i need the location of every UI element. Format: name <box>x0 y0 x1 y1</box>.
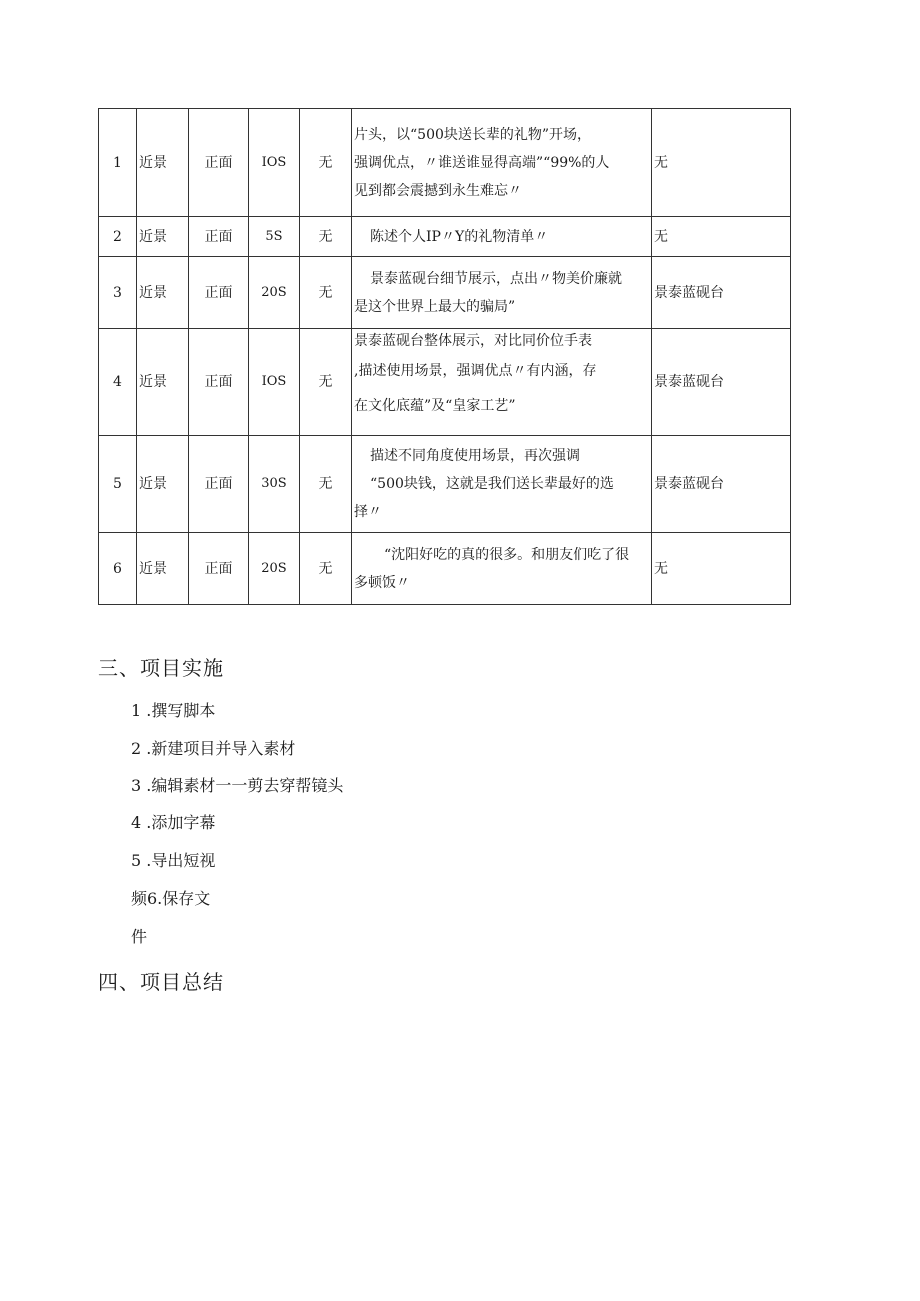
shot-content <box>352 109 652 217</box>
shot-number: 3 <box>99 257 137 329</box>
content-line: 片头，以“500块送长辈的礼物”开场， <box>354 126 592 143</box>
content-line: ,描述使用场景，强调优点〃有内涵，存 <box>354 363 597 379</box>
shot-scene: 近景 <box>137 109 189 217</box>
section-title-summary: 四、项目总结 <box>98 970 224 994</box>
content-line: “沈阳好吃的真的很多。和朋友们吃了很 <box>384 546 630 563</box>
content-line: 陈述个人IP〃Y的礼物清单〃 <box>370 228 549 245</box>
shot-script-table <box>98 108 791 605</box>
shot-duration: 20S <box>249 257 300 329</box>
shot-subtitle: 景泰蓝砚台 <box>652 329 791 436</box>
content-line: 择〃 <box>354 504 382 520</box>
table-row <box>99 217 791 257</box>
shot-content <box>352 533 652 605</box>
table-row <box>99 109 791 217</box>
content-line: “500块钱，这就是我们送长辈最好的选 <box>370 476 614 492</box>
shot-content <box>352 217 652 257</box>
content-line: 景泰蓝砚台整体展示，对比同价位手表 <box>354 333 592 349</box>
table-row <box>99 329 791 436</box>
content-line: 描述不同角度使用场景，再次强调 <box>370 448 580 464</box>
shot-angle: 正面 <box>189 109 249 217</box>
shot-scene: 近景 <box>137 329 189 436</box>
shot-duration: IOS <box>249 329 300 436</box>
shot-number: 5 <box>99 436 137 533</box>
shot-angle: 正面 <box>189 329 249 436</box>
shot-music: 无 <box>300 436 352 533</box>
shot-subtitle: 景泰蓝砚台 <box>652 436 791 533</box>
shot-duration: 30S <box>249 436 300 533</box>
step-item: 件 <box>131 927 148 946</box>
content-line: 是这个世界上最大的骗局” <box>354 298 516 315</box>
shot-scene: 近景 <box>137 217 189 257</box>
step-item: 频6.保存文 <box>131 889 211 908</box>
shot-content <box>352 329 652 436</box>
shot-subtitle: 无 <box>652 533 791 605</box>
shot-scene: 近景 <box>137 436 189 533</box>
shot-angle: 正面 <box>189 217 249 257</box>
shot-number: 4 <box>99 329 137 436</box>
shot-angle: 正面 <box>189 257 249 329</box>
section-title-implementation: 三、项目实施 <box>98 656 224 680</box>
step-item: 2 .新建项目并导入素材 <box>131 739 296 758</box>
shot-number: 1 <box>99 109 137 217</box>
shot-music: 无 <box>300 533 352 605</box>
shot-duration: 5S <box>249 217 300 257</box>
shot-duration: 20S <box>249 533 300 605</box>
content-line: 多顿饭〃 <box>354 574 410 591</box>
shot-number: 6 <box>99 533 137 605</box>
shot-number: 2 <box>99 217 137 257</box>
shot-angle: 正面 <box>189 436 249 533</box>
table-row <box>99 257 791 329</box>
shot-duration: IOS <box>249 109 300 217</box>
step-item: 1 .撰写脚本 <box>131 701 216 720</box>
content-line: 见到都会震撼到永生难忘〃 <box>354 182 522 199</box>
shot-scene: 近景 <box>137 533 189 605</box>
shot-music: 无 <box>300 257 352 329</box>
shot-music: 无 <box>300 329 352 436</box>
shot-music: 无 <box>300 217 352 257</box>
content-line: 景泰蓝砚台细节展示，点出〃物美价廉就 <box>370 270 622 287</box>
content-line: 在文化底蕴”及“皇家工艺” <box>354 398 516 414</box>
shot-content <box>352 257 652 329</box>
shot-subtitle: 景泰蓝砚台 <box>652 257 791 329</box>
step-item: 5 .导出短视 <box>131 851 216 870</box>
step-item: 4 .添加字幕 <box>131 813 216 832</box>
table-row <box>99 436 791 533</box>
content-line: 强调优点，〃谁送谁显得高端”“99%的人 <box>354 154 610 171</box>
shot-subtitle: 无 <box>652 109 791 217</box>
step-item: 3 .编辑素材一一剪去穿帮镜头 <box>131 776 344 795</box>
shot-music: 无 <box>300 109 352 217</box>
shot-subtitle: 无 <box>652 217 791 257</box>
shot-angle: 正面 <box>189 533 249 605</box>
table-row <box>99 533 791 605</box>
shot-scene: 近景 <box>137 257 189 329</box>
shot-content <box>352 436 652 533</box>
